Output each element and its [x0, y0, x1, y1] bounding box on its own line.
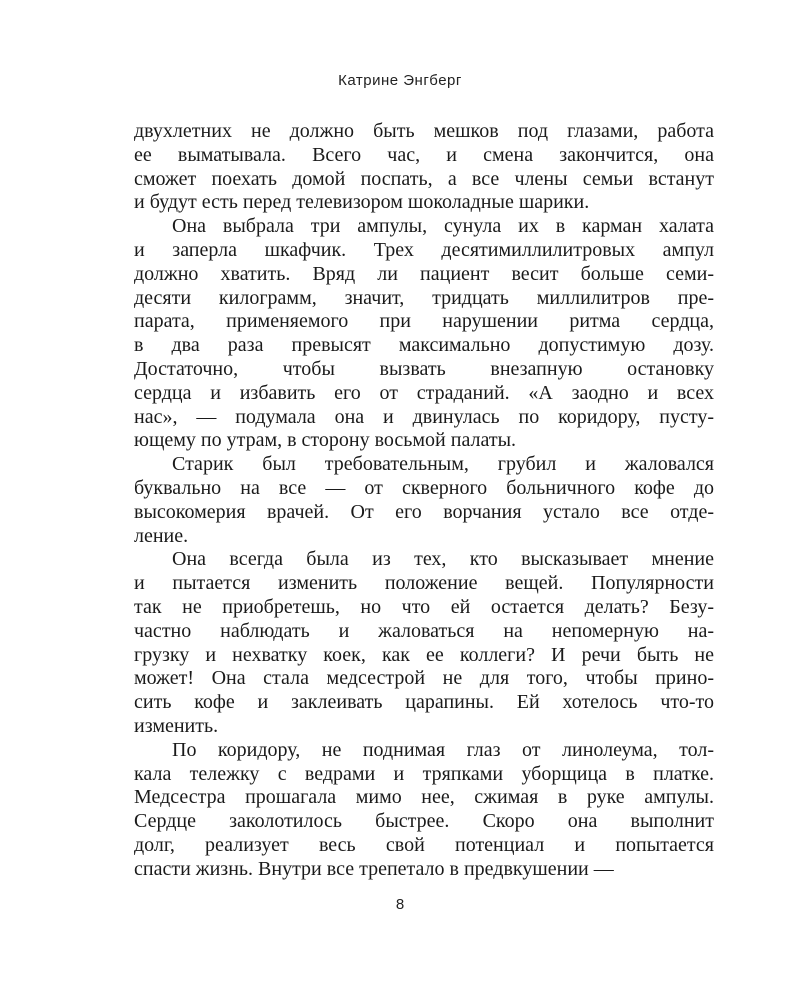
text-line: буквально на все — от скверного больничного кофе до [134, 476, 714, 499]
text-line: сердца и избавить его от страданий. «А заодно и всех [134, 381, 714, 404]
text-line: нас», — подумала она и двинулась по коридору, пусту- [134, 405, 714, 428]
text-line: По коридору, не поднимая глаз от линолеума, тол- [172, 738, 714, 761]
text-line: частно наблюдать и жаловаться на непомерную на- [134, 619, 714, 642]
text-line: двухлетних не должно быть мешков под глазами, работа [134, 120, 714, 142]
paragraph [134, 215, 714, 453]
body-text [134, 120, 714, 882]
paragraph [134, 120, 714, 215]
paragraph [134, 548, 714, 738]
text-line: сить кофе и заклеивать царапины. Ей хотелось что-то [134, 691, 714, 714]
text-line: Сердце заколотилось быстрее. Скоро она выполнит [134, 810, 714, 833]
text-line: грузку и нехватку коек, как ее коллеги? И речи быть не [134, 643, 714, 666]
text-line: Старик был требовательным, грубил и жаловался [172, 453, 714, 476]
running-header-author: Катрине Энгберг [338, 72, 462, 89]
page-number: 8 [395, 896, 405, 913]
text-line: кала тележку с ведрами и тряпками уборщица в платке. [134, 762, 714, 785]
text-line: ление. [134, 524, 189, 547]
text-line: долг, реализует весь свой потенциал и попытается [134, 833, 714, 856]
text-line: спасти жизнь. Внутри все трепетало в предвкушении — [134, 857, 614, 880]
text-line: и заперла шкафчик. Трех десятимиллилитровых ампул [134, 238, 714, 261]
text-line: Достаточно, чтобы вызвать внезапную остановку [134, 357, 714, 380]
text-line: ее выматывала. Всего час, и смена закончится, она [134, 143, 714, 166]
text-line: высокомерия врачей. От его ворчания устало все отде- [134, 500, 714, 523]
paragraph [134, 739, 714, 882]
text-line: Она выбрала три ампулы, сунула их в карман халата [172, 215, 714, 238]
text-line: парата, применяемого при нарушении ритма сердца, [134, 310, 714, 333]
text-line: Медсестра прошагала мимо нее, сжимая в руке ампулы. [134, 786, 714, 809]
text-line: ющему по утрам, в сторону восьмой палаты. [134, 429, 517, 452]
text-line: Она всегда была из тех, кто высказывает мнение [172, 548, 714, 571]
text-line: десяти килограмм, значит, тридцать миллилитров пре- [134, 286, 714, 309]
text-line: в два раза превысят максимально допустимую дозу. [134, 334, 714, 357]
text-line: должно хватить. Вряд ли пациент весит больше семи- [134, 262, 714, 285]
text-line: сможет поехать домой поспать, а все члены семьи встанут [134, 167, 714, 190]
text-line: и будут есть перед телевизором шоколадные шарики. [134, 191, 590, 214]
text-line: и пытается изменить положение вещей. Популярности [134, 572, 714, 595]
paragraph [134, 453, 714, 548]
text-line: так не приобретешь, но что ей остается делать? Безу- [134, 595, 714, 618]
text-line: изменить. [134, 714, 219, 737]
text-line: может! Она стала медсестрой не для того, чтобы прино- [134, 667, 714, 690]
